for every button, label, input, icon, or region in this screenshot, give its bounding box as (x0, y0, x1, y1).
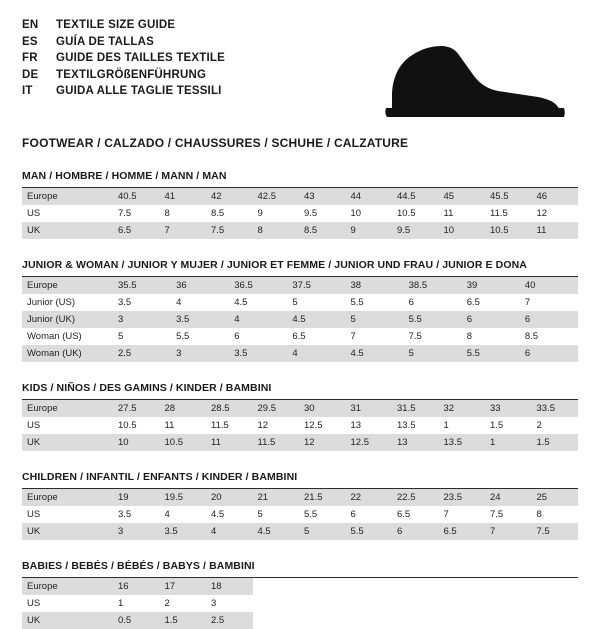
size-cell: 6 (234, 331, 240, 342)
size-cell: 13 (350, 420, 362, 431)
size-cell: 5.5 (462, 345, 520, 362)
size-cell: 8.5 (211, 208, 225, 219)
size-cell: 5.5 (350, 297, 364, 308)
size-cell: 33 (485, 400, 532, 417)
size-cell (392, 578, 439, 595)
size-cell: 1 (443, 420, 449, 431)
size-cell: 40.5 (113, 188, 160, 205)
row-label: US (27, 509, 41, 520)
size-cell: 39 (462, 277, 520, 294)
size-table-heading: JUNIOR & WOMAN / JUNIOR Y MUJER / JUNIOR ET FEMME / JUNIOR UND FRAU / JUNIOR E DONA (22, 259, 578, 277)
size-cell: 17 (160, 578, 207, 595)
size-cell (439, 612, 486, 629)
language-row (22, 35, 225, 51)
language-title: GUÍA DE TALLAS (56, 35, 154, 48)
language-code: DE (22, 68, 39, 81)
size-cell: 4.5 (287, 311, 345, 328)
size-cell (253, 612, 300, 629)
row-label: US (27, 420, 41, 431)
size-cell: 7 (443, 509, 449, 520)
size-cell: 10 (439, 222, 486, 239)
table-row (22, 222, 578, 239)
size-cell: 1 (485, 434, 532, 451)
size-cell: 2 (536, 420, 542, 431)
size-cell: 0.5 (113, 612, 160, 629)
size-cell: 31 (346, 400, 393, 417)
size-table-group (22, 170, 578, 239)
size-cell: 24 (485, 489, 532, 506)
size-cell: 13.5 (439, 434, 486, 451)
size-cell (532, 612, 579, 629)
size-cell: 44 (346, 188, 393, 205)
size-cell: 12.5 (304, 420, 323, 431)
size-cell: 4.5 (211, 509, 225, 520)
row-label: Europe (22, 400, 113, 417)
size-cell: 28 (160, 400, 207, 417)
size-cell: 20 (206, 489, 253, 506)
size-cell: 5 (118, 331, 124, 342)
size-cell: 6 (520, 311, 578, 328)
size-table-group (22, 471, 578, 540)
size-cell: 5 (404, 345, 462, 362)
size-cell: 31.5 (392, 400, 439, 417)
size-cell: 46 (532, 188, 579, 205)
table-row (22, 417, 578, 434)
size-cell: 11 (443, 208, 454, 219)
size-table-group (22, 382, 578, 451)
size-table (22, 188, 578, 239)
size-cell: 8 (253, 222, 300, 239)
size-cell: 5.5 (404, 311, 462, 328)
language-title: TEXTILE SIZE GUIDE (56, 19, 176, 31)
size-cell: 7 (160, 222, 207, 239)
size-cell: 7.5 (118, 208, 132, 219)
size-cell: 4 (176, 297, 182, 308)
size-table-heading: MAN / HOMBRE / HOMME / MANN / MAN (22, 170, 578, 188)
size-table (22, 578, 578, 629)
size-cell: 6 (520, 345, 578, 362)
size-cell: 2.5 (113, 345, 171, 362)
size-cell: 7.5 (408, 331, 422, 342)
size-cell: 42.5 (253, 188, 300, 205)
size-cell: 32 (439, 400, 486, 417)
size-cell: 16 (113, 578, 160, 595)
size-cell: 6.5 (292, 331, 306, 342)
size-cell: 4 (287, 345, 345, 362)
size-cell: 5 (299, 523, 346, 540)
size-cell: 7.5 (532, 523, 579, 540)
size-cell: 12 (536, 208, 548, 219)
size-cell: 12.5 (346, 434, 393, 451)
size-cell: 18 (206, 578, 253, 595)
size-cell: 3.5 (118, 297, 132, 308)
size-cell: 10 (113, 434, 160, 451)
language-row (22, 68, 225, 84)
language-row (22, 51, 225, 67)
row-label: UK (22, 222, 113, 239)
row-label: Junior (US) (27, 297, 76, 308)
size-cell: 11 (532, 222, 579, 239)
size-cell: 1.5 (532, 434, 579, 451)
size-cell: 12 (299, 434, 346, 451)
row-label: Europe (22, 188, 113, 205)
size-cell: 5 (292, 297, 298, 308)
row-label: Europe (22, 578, 113, 595)
language-row (22, 84, 225, 100)
size-cell (392, 612, 439, 629)
size-table-heading: BABIES / BEBÉS / BÉBÉS / BABYS / BAMBINI (22, 560, 578, 578)
language-code: FR (22, 52, 38, 64)
size-cell: 9 (346, 222, 393, 239)
size-cell: 11 (206, 434, 253, 451)
row-label: UK (22, 612, 113, 629)
size-cell: 7.5 (490, 509, 504, 520)
size-cell: 7 (350, 331, 356, 342)
size-cell: 11.5 (211, 420, 229, 431)
size-cell (299, 578, 346, 595)
size-table (22, 277, 578, 362)
size-table (22, 489, 578, 540)
size-cell: 10.5 (485, 222, 532, 239)
row-label: Europe (22, 489, 113, 506)
size-cell: 6 (350, 509, 356, 520)
size-cell: 3 (211, 598, 217, 609)
size-cell: 45.5 (485, 188, 532, 205)
size-cell: 22 (346, 489, 393, 506)
table-row (22, 595, 578, 612)
size-cell: 21.5 (299, 489, 346, 506)
size-cell: 5.5 (346, 523, 393, 540)
size-cell (299, 612, 346, 629)
table-row (22, 345, 578, 362)
language-titles (22, 18, 225, 100)
table-row (22, 311, 578, 328)
size-cell: 37.5 (287, 277, 345, 294)
size-cell: 7 (524, 297, 531, 308)
size-cell (532, 578, 579, 595)
row-label: Woman (US) (27, 331, 82, 342)
size-cell: 10 (350, 208, 362, 219)
table-row (22, 489, 578, 506)
size-cell: 36 (171, 277, 229, 294)
size-tables (22, 170, 578, 629)
size-cell: 10.5 (118, 420, 137, 431)
size-cell: 4 (229, 311, 287, 328)
table-row (22, 612, 578, 629)
size-cell: 4.5 (234, 297, 248, 308)
size-cell: 28.5 (206, 400, 253, 417)
language-code: IT (22, 85, 33, 97)
size-table-group (22, 560, 578, 629)
size-cell: 13 (392, 434, 439, 451)
row-label: US (27, 598, 41, 609)
table-row (22, 523, 578, 540)
size-cell: 33.5 (532, 400, 579, 417)
size-cell: 25 (532, 489, 579, 506)
size-cell (485, 595, 532, 612)
size-cell: 10.5 (160, 434, 207, 451)
size-cell (253, 578, 300, 595)
size-table (22, 400, 578, 451)
size-cell: 19.5 (160, 489, 207, 506)
size-cell: 4 (164, 509, 170, 520)
size-cell: 6.5 (397, 509, 411, 520)
size-cell: 27.5 (113, 400, 160, 417)
size-cell: 3 (113, 523, 160, 540)
table-row (22, 328, 578, 345)
table-row (22, 578, 578, 595)
size-cell: 6.5 (113, 222, 160, 239)
size-cell: 8.5 (524, 331, 539, 342)
row-label: UK (22, 523, 113, 540)
size-cell: 4 (206, 523, 253, 540)
language-title: GUIDE DES TAILLES TEXTILE (56, 52, 225, 64)
size-cell: 23.5 (439, 489, 486, 506)
language-title: GUIDA ALLE TAGLIE TESSILI (56, 85, 222, 97)
size-cell: 1 (118, 598, 124, 609)
table-row (22, 205, 578, 222)
size-cell (439, 578, 486, 595)
size-cell: 43 (299, 188, 346, 205)
size-cell: 3 (113, 311, 171, 328)
size-cell: 3 (171, 345, 229, 362)
size-cell (532, 595, 579, 612)
size-cell: 8 (466, 331, 473, 342)
size-cell (485, 612, 532, 629)
size-cell: 45 (439, 188, 486, 205)
size-cell: 11.5 (253, 434, 300, 451)
size-cell: 8 (536, 509, 542, 520)
size-cell: 29.5 (253, 400, 300, 417)
size-cell (346, 578, 393, 595)
size-cell: 2 (164, 598, 170, 609)
language-row (22, 18, 225, 34)
size-cell: 5 (346, 311, 404, 328)
size-cell (299, 595, 346, 612)
size-table-heading: CHILDREN / INFANTIL / ENFANTS / KINDER / BAMBINI (22, 471, 578, 489)
size-cell: 9.5 (304, 208, 318, 219)
size-cell: 7.5 (206, 222, 253, 239)
size-cell: 1.5 (160, 612, 207, 629)
page-header (22, 18, 578, 120)
language-title: TEXTILGRÖßENFÜHRUNG (56, 68, 207, 81)
size-cell: 19 (113, 489, 160, 506)
size-cell (346, 612, 393, 629)
size-cell (485, 578, 532, 595)
language-code: EN (22, 19, 39, 31)
size-cell: 41 (160, 188, 207, 205)
size-cell: 3.5 (171, 311, 229, 328)
table-row (22, 506, 578, 523)
size-cell: 11 (164, 420, 175, 431)
size-cell: 6 (408, 297, 414, 308)
size-cell: 5 (257, 509, 263, 520)
row-label: US (27, 208, 41, 219)
size-cell: 36.5 (229, 277, 287, 294)
size-cell: 11.5 (490, 208, 508, 219)
row-label: UK (22, 434, 113, 451)
size-cell: 2.5 (206, 612, 253, 629)
size-cell: 44.5 (392, 188, 439, 205)
size-cell: 42 (206, 188, 253, 205)
size-cell: 4.5 (253, 523, 300, 540)
size-cell (439, 595, 486, 612)
size-table-heading: KIDS / NIÑOS / DES GAMINS / KINDER / BAMBINI (22, 382, 578, 400)
size-cell: 3.5 (229, 345, 287, 362)
row-label: Europe (22, 277, 113, 294)
size-cell: 5.5 (176, 331, 190, 342)
size-cell: 8.5 (299, 222, 346, 239)
size-cell: 38 (346, 277, 404, 294)
size-cell: 10.5 (397, 208, 416, 219)
table-row (22, 400, 578, 417)
size-cell: 6 (392, 523, 439, 540)
size-cell: 9 (257, 208, 263, 219)
table-row (22, 434, 578, 451)
size-cell: 40 (520, 277, 578, 294)
page-title: FOOTWEAR / CALZADO / CHAUSSURES / SCHUHE / CALZATURE (22, 136, 409, 150)
size-cell: 21 (253, 489, 300, 506)
row-label: Junior (UK) (22, 311, 113, 328)
size-cell: 9.5 (392, 222, 439, 239)
table-row (22, 294, 578, 311)
size-cell: 30 (299, 400, 346, 417)
dress-shoe-icon (378, 34, 568, 120)
size-cell (253, 595, 300, 612)
language-code: ES (22, 35, 38, 48)
size-cell: 4.5 (346, 345, 404, 362)
size-cell: 6.5 (466, 297, 480, 308)
size-table-group (22, 259, 578, 362)
size-cell: 22.5 (392, 489, 439, 506)
size-cell: 13.5 (397, 420, 416, 431)
size-cell: 3.5 (118, 509, 132, 520)
size-cell: 6.5 (439, 523, 486, 540)
size-cell: 35.5 (113, 277, 171, 294)
size-cell (346, 595, 393, 612)
size-cell: 3.5 (160, 523, 207, 540)
size-cell: 8 (164, 208, 170, 219)
table-row (22, 277, 578, 294)
row-label: Woman (UK) (22, 345, 113, 362)
table-row (22, 188, 578, 205)
size-cell: 38.5 (404, 277, 462, 294)
size-cell: 7 (485, 523, 532, 540)
size-cell (392, 595, 439, 612)
size-cell: 6 (462, 311, 520, 328)
size-cell: 12 (257, 420, 269, 431)
size-cell: 1.5 (490, 420, 504, 431)
size-cell: 5.5 (304, 509, 318, 520)
